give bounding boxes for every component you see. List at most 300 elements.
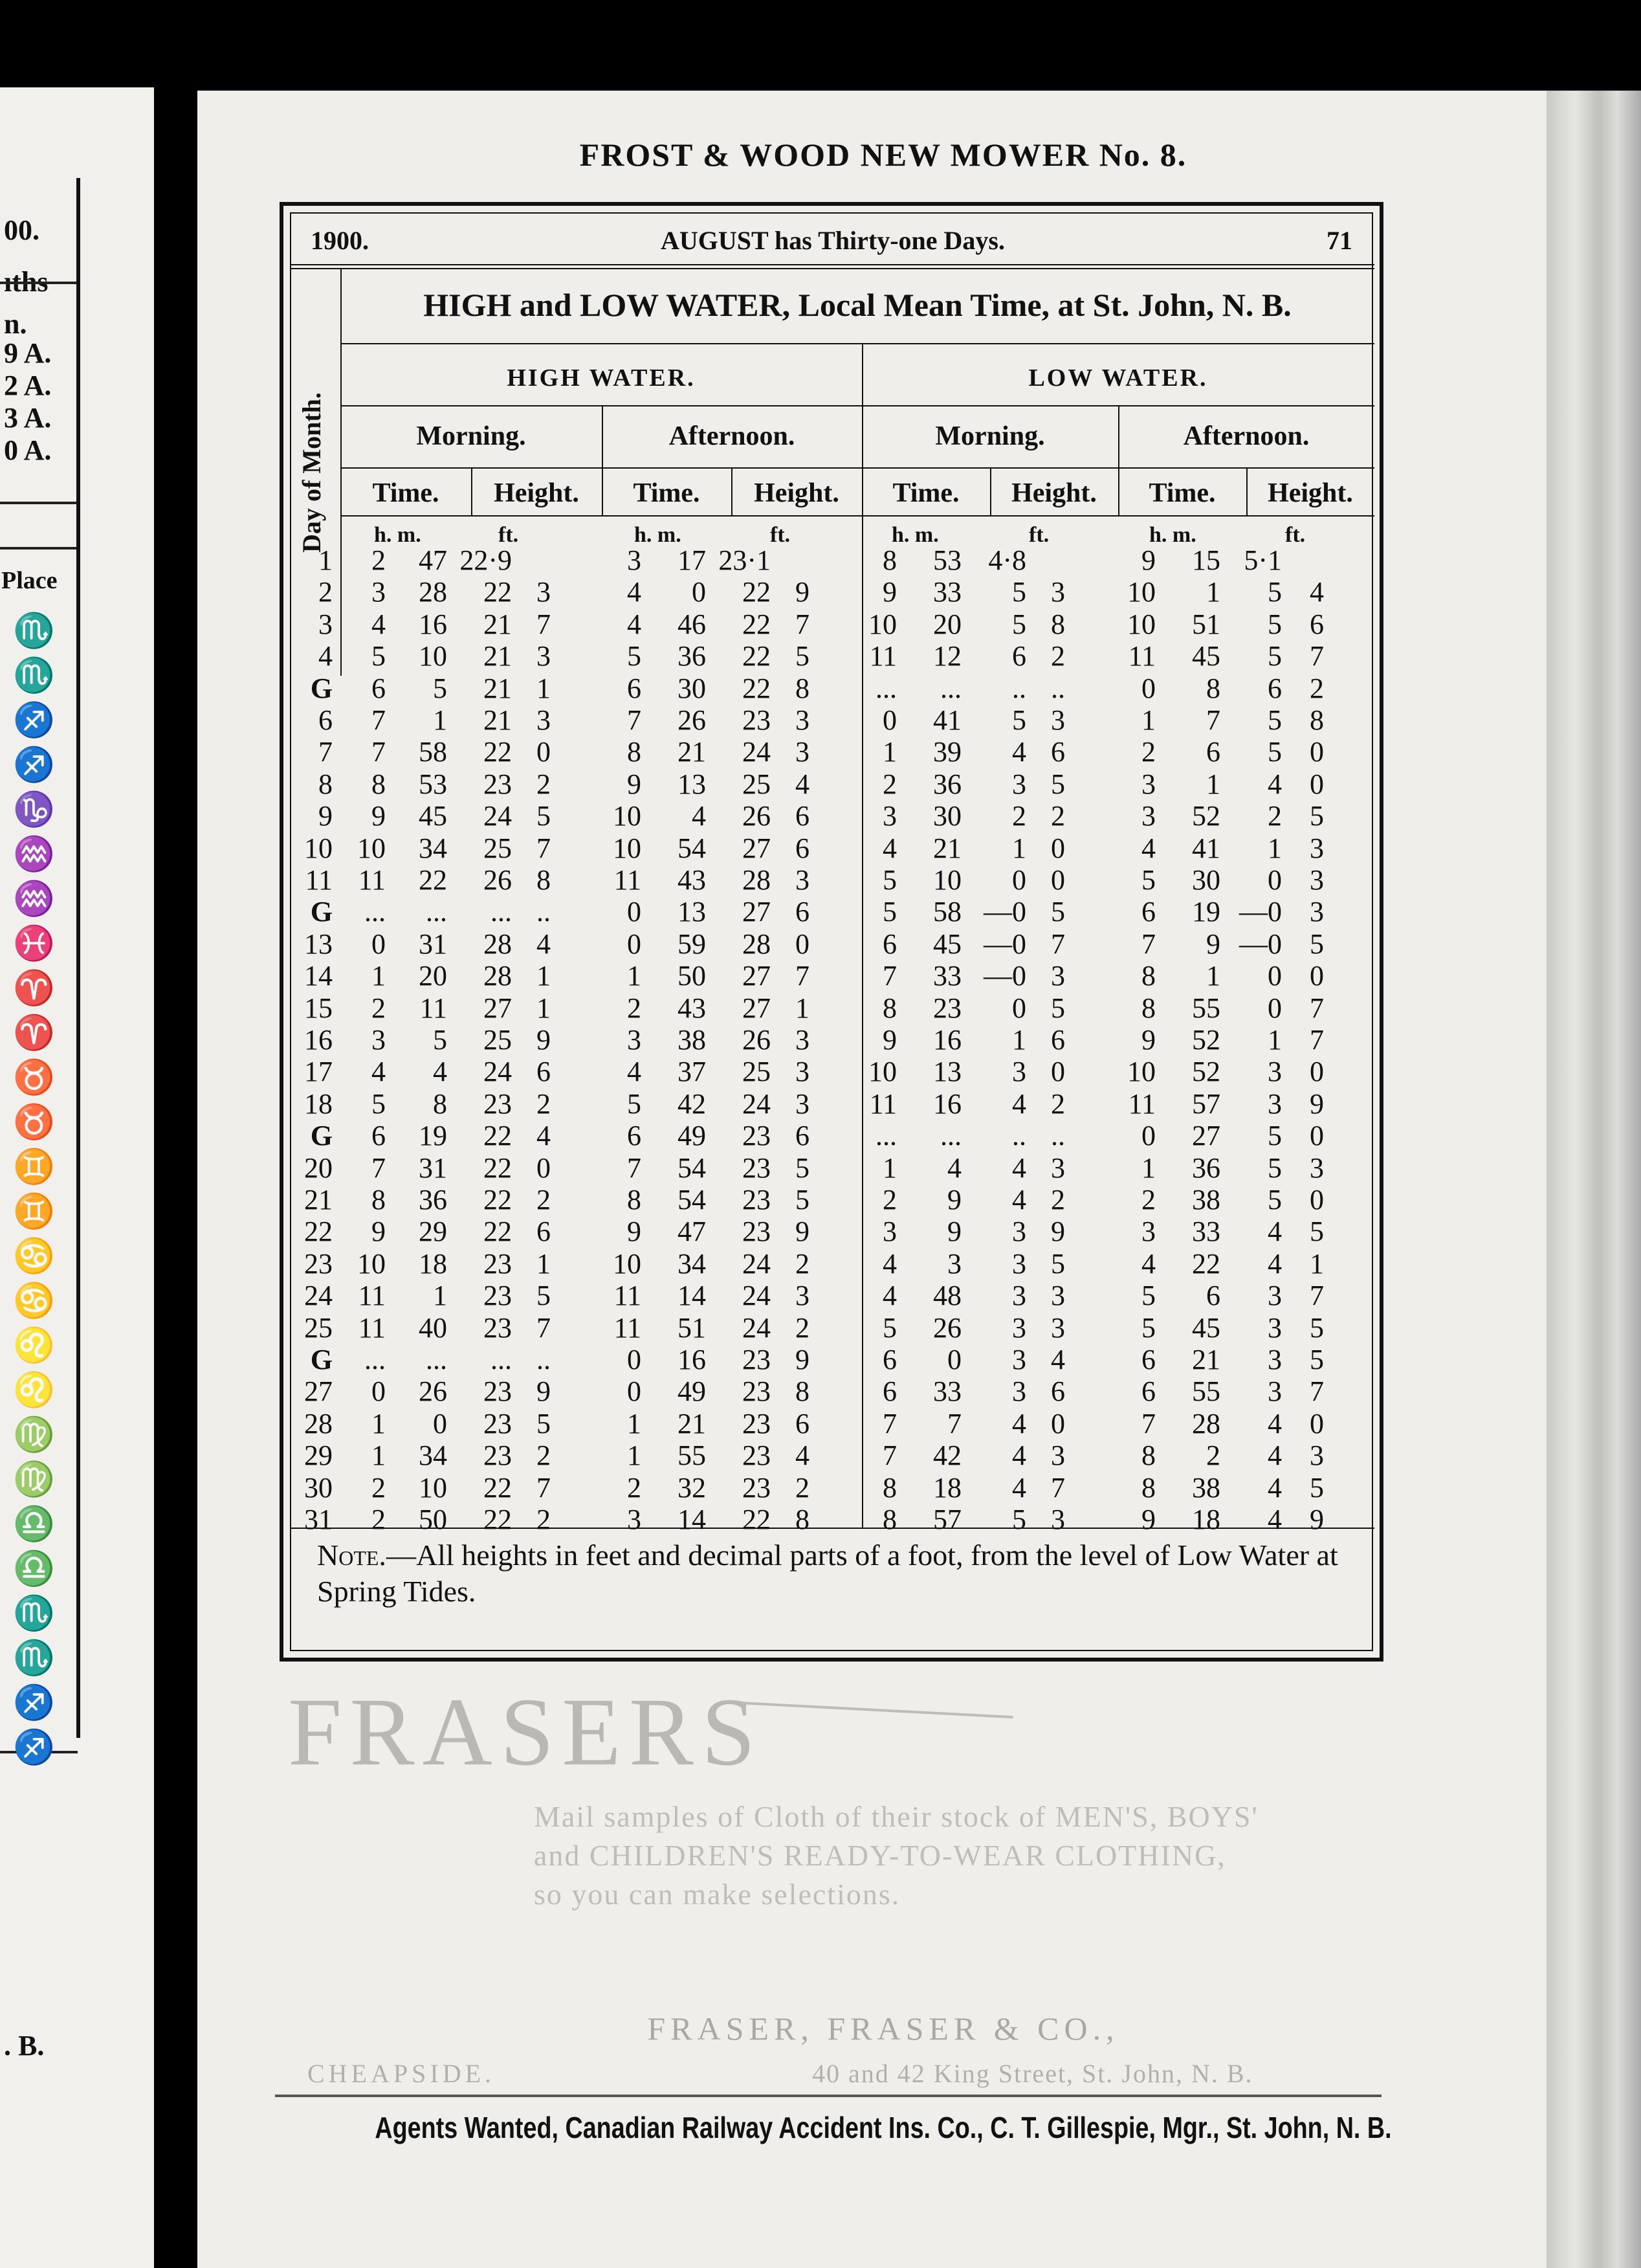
zodiac-sign-icon: ♊: [13, 1194, 55, 1230]
cell-lw-pm-m: 30: [1192, 864, 1220, 896]
cell-lw-am-m: 26: [933, 1311, 962, 1344]
cell-hw-pm-h: 7: [627, 1151, 641, 1184]
cell-lw-am-m: 57: [933, 1504, 962, 1535]
cell-hw-pm-h: 9: [627, 1216, 641, 1248]
cell-lw-am-tenths: 2: [1051, 640, 1065, 673]
cell-hw-am-h: 2: [371, 1471, 386, 1504]
lw-am-height-heading: Height.: [1011, 478, 1097, 508]
zodiac-sign-icon: ♌: [13, 1372, 55, 1409]
cell-hw-am-m: 40: [419, 1311, 447, 1344]
cell-hw-pm-ft: 26: [742, 800, 771, 832]
cell-lw-am-ft: 1: [1012, 832, 1026, 864]
cell-hw-pm-ft: 22: [742, 608, 771, 640]
cell-lw-pm-tenths: 6: [1310, 608, 1324, 640]
year-label: 1900.: [311, 226, 369, 255]
left-page-fragment: . B.: [4, 2030, 45, 2062]
cell-lw-pm-ft: 2: [1268, 800, 1282, 832]
cell-hw-am-h: 4: [371, 608, 386, 640]
cell-lw-pm-h: 9: [1141, 1024, 1156, 1056]
cell-lw-pm-tenths: 5: [1310, 1311, 1324, 1344]
cell-lw-am-ft: 4: [1012, 736, 1026, 768]
cell-hw-am-h: 7: [371, 1151, 386, 1184]
cell-hw-pm-ft: 24: [742, 1087, 771, 1120]
cell-hw-am-tenths: 6: [536, 1056, 551, 1088]
cell-hw-am-ft: ...: [490, 896, 512, 928]
cell-lw-pm-tenths: 3: [1310, 864, 1324, 896]
cell-day: 13: [304, 928, 333, 960]
cell-lw-pm-tenths: 3: [1310, 832, 1324, 864]
cell-lw-pm-h: 8: [1141, 960, 1156, 992]
cell-lw-am-m: 42: [933, 1440, 962, 1472]
cell-lw-pm-ft: 5: [1268, 576, 1282, 608]
cell-hw-pm-h: 6: [627, 672, 641, 704]
left-page-fragment: 3 A.: [4, 402, 52, 434]
cell-lw-am-tenths: 6: [1051, 1375, 1065, 1408]
cell-hw-am-h: 5: [371, 1087, 386, 1120]
cell-hw-pm-ft: 27: [742, 832, 771, 864]
cell-lw-am-h: 10: [868, 608, 897, 640]
ad-location-right: 40 and 42 King Street, St. John, N. B.: [812, 2059, 1253, 2088]
cell-lw-pm-m: 38: [1192, 1184, 1220, 1216]
unit-ft: ft.: [498, 523, 519, 547]
cell-day: 11: [305, 864, 333, 896]
cell-hw-am-tenths: 9: [536, 1375, 551, 1408]
low-water-heading: LOW WATER.: [1028, 364, 1208, 392]
zodiac-sign-icon: ♓: [13, 926, 55, 962]
cell-lw-pm-tenths: 9: [1310, 1087, 1324, 1120]
cell-lw-pm-h: 8: [1141, 1471, 1156, 1504]
cell-hw-am-m: 10: [419, 1471, 447, 1504]
cell-hw-pm-h: 0: [627, 1375, 641, 1408]
cell-lw-pm-ft: 3: [1268, 1087, 1282, 1120]
cell-lw-pm-tenths: 5: [1310, 1344, 1324, 1375]
cell-lw-am-h: 8: [883, 544, 897, 576]
cell-lw-pm-h: 9: [1141, 544, 1156, 576]
cell-lw-pm-m: 1: [1206, 960, 1220, 992]
cell-lw-pm-h: 5: [1141, 864, 1156, 896]
cell-hw-am-tenths: 3: [536, 640, 551, 673]
cell-day: G: [310, 1344, 333, 1375]
cell-hw-am-m: 8: [433, 1087, 447, 1120]
cell-hw-am-ft: 21: [483, 608, 512, 640]
cell-lw-am-ft: —0: [984, 960, 1026, 992]
cell-lw-pm-tenths: 5: [1310, 928, 1324, 960]
cell-hw-am-tenths: 1: [536, 672, 551, 704]
cell-hw-am-m: 20: [419, 960, 447, 992]
cell-lw-am-m: 10: [933, 864, 962, 896]
lw-am-time-heading: Time.: [892, 478, 960, 508]
cell-hw-am-tenths: 1: [536, 992, 551, 1024]
cell-hw-pm-tenths: 3: [795, 1087, 809, 1120]
cell-lw-am-ft: 5: [1012, 608, 1026, 640]
cell-lw-am-ft: 0: [1012, 992, 1026, 1024]
cell-hw-am-tenths: ..: [536, 896, 551, 928]
cell-hw-pm-ft: 27: [742, 992, 771, 1024]
hw-am-height-heading: Height.: [494, 478, 579, 508]
left-page-fragment: 9 A.: [4, 337, 52, 369]
footer-advert: Agents Wanted, Canadian Railway Accident Ins. Co., C. T. Gillespie, Mgr., St. John, N. B.: [375, 2111, 1392, 2144]
lw-morning-heading: Morning.: [935, 421, 1045, 451]
cell-hw-pm-tenths: 3: [795, 704, 809, 736]
cell-hw-pm-ft: 22: [742, 640, 771, 673]
unit-ft: ft.: [1285, 523, 1306, 547]
zodiac-sign-icon: ♒: [13, 836, 55, 873]
cell-day: 15: [304, 992, 333, 1024]
cell-hw-am-tenths: 5: [536, 800, 551, 832]
zodiac-sign-icon: ♋: [13, 1283, 55, 1320]
cell-hw-pm-ft: 23: [742, 1216, 771, 1248]
cell-lw-pm-h: 3: [1141, 1216, 1156, 1248]
left-page-fragment: 00.: [4, 214, 39, 246]
cell-lw-am-ft: 3: [1012, 1216, 1026, 1248]
cell-lw-am-h: 5: [883, 1311, 897, 1344]
cell-lw-am-ft: 3: [1012, 1344, 1026, 1375]
cell-lw-pm-tenths: 9: [1310, 1504, 1324, 1535]
cell-lw-pm-tenths: 3: [1310, 896, 1324, 928]
cell-lw-am-tenths: 0: [1051, 832, 1065, 864]
cell-lw-am-m: 33: [933, 576, 962, 608]
cell-lw-am-m: 45: [933, 928, 962, 960]
cell-hw-am-m: 34: [419, 1440, 447, 1472]
cell-hw-am-h: 9: [371, 800, 386, 832]
cell-hw-am-tenths: 2: [536, 1504, 551, 1535]
cell-lw-pm-tenths: 1: [1310, 1247, 1324, 1280]
zodiac-sign-icon: ♎: [13, 1551, 55, 1588]
cell-hw-pm-tenths: 6: [795, 1120, 809, 1152]
cell-hw-am-h: 0: [371, 928, 386, 960]
cell-hw-pm-m: 51: [677, 1311, 706, 1344]
cell-hw-am-ft: 22: [483, 1504, 512, 1535]
cell-hw-pm-m: 26: [677, 704, 706, 736]
cell-lw-pm-m: 22: [1192, 1247, 1220, 1280]
cell-lw-am-tenths: 2: [1051, 1184, 1065, 1216]
cell-lw-pm-ft: 6: [1268, 672, 1282, 704]
col-divider: [990, 467, 991, 515]
zodiac-sign-icon: ♐: [13, 1685, 55, 1722]
cell-lw-am-h: 5: [883, 896, 897, 928]
cell-hw-am-m: 22: [419, 864, 447, 896]
cell-lw-pm-ft: 0: [1268, 960, 1282, 992]
day-of-month-label: Day of Month.: [297, 392, 326, 553]
cell-lw-am-h: 7: [883, 1407, 897, 1440]
cell-lw-am-m: 3: [947, 1247, 962, 1280]
cell-hw-pm-tenths: 3: [795, 1056, 809, 1088]
subsection-rule: [340, 467, 1374, 469]
cell-lw-pm-m: 21: [1192, 1344, 1220, 1375]
cell-lw-pm-ft: 5: [1268, 736, 1282, 768]
cell-lw-am-tenths: 5: [1051, 992, 1065, 1024]
cell-lw-pm-h: 2: [1141, 1184, 1156, 1216]
cell-hw-pm-h: 1: [627, 960, 641, 992]
cell-hw-am-h: 1: [371, 1407, 386, 1440]
cell-lw-pm-m: 55: [1192, 992, 1220, 1024]
cell-day: 14: [304, 960, 333, 992]
cell-hw-am-tenths: 5: [536, 1280, 551, 1312]
cell-lw-pm-m: 33: [1192, 1216, 1220, 1248]
cell-lw-pm-m: 15: [1192, 544, 1220, 576]
cell-lw-am-h: 7: [883, 960, 897, 992]
hw-pm-height-heading: Height.: [754, 478, 839, 508]
ad-location-left: CHEAPSIDE.: [307, 2059, 496, 2088]
cell-lw-am-m: 9: [947, 1184, 962, 1216]
cell-hw-pm-h: 11: [613, 1311, 641, 1344]
cell-hw-pm-m: 49: [677, 1375, 706, 1408]
cell-lw-am-tenths: 6: [1051, 1024, 1065, 1056]
lw-pm-time-heading: Time.: [1149, 478, 1216, 508]
cell-hw-am-m: 18: [419, 1247, 447, 1280]
note-lead: Note.: [317, 1539, 386, 1572]
cell-lw-am-ft: 5: [1012, 576, 1026, 608]
cell-day: 24: [304, 1280, 333, 1312]
cell-hw-pm-ft: 23: [742, 1375, 771, 1408]
facing-page-fragment: [0, 87, 154, 2268]
cell-lw-am-ft: ..: [1012, 672, 1026, 704]
left-page-rule: [0, 547, 78, 550]
cell-day: 9: [318, 800, 333, 832]
cell-hw-am-m: 50: [419, 1504, 447, 1535]
cell-hw-pm-m: 16: [677, 1344, 706, 1375]
cell-hw-am-h: 10: [357, 1247, 386, 1280]
cell-lw-am-h: 9: [883, 1024, 897, 1056]
cell-hw-am-m: 47: [419, 544, 447, 576]
cell-hw-pm-ft: 26: [742, 1024, 771, 1056]
zodiac-sign-icon: ♏: [13, 1595, 55, 1632]
zodiac-sign-icon: ♈: [13, 970, 55, 1007]
unit-hm: h. m.: [1149, 523, 1196, 547]
cell-hw-pm-tenths: 9: [795, 1344, 809, 1375]
cell-lw-am-h: 8: [883, 992, 897, 1024]
cell-lw-am-m: 7: [947, 1407, 962, 1440]
cell-lw-pm-h: 0: [1141, 672, 1156, 704]
cell-day: 10: [304, 832, 333, 864]
cell-lw-pm-h: 8: [1141, 992, 1156, 1024]
cell-lw-pm-tenths: 7: [1310, 1024, 1324, 1056]
zodiac-sign-icon: ♐: [13, 702, 55, 739]
cell-hw-am-tenths: 3: [536, 704, 551, 736]
cell-hw-am-m: 29: [419, 1216, 447, 1248]
cell-hw-pm-tenths: 7: [795, 608, 809, 640]
cell-lw-am-ft: 3: [1012, 1311, 1026, 1344]
cell-hw-pm-h: 5: [627, 1087, 641, 1120]
cell-hw-pm-tenths: 5: [795, 640, 809, 673]
cell-hw-pm-tenths: 6: [795, 896, 809, 928]
cell-hw-am-ft: 22·9: [459, 544, 512, 576]
cell-hw-pm-m: 59: [677, 928, 706, 960]
cell-hw-pm-tenths: 5: [795, 1151, 809, 1184]
cell-lw-am-h: 3: [883, 800, 897, 832]
cell-lw-am-ft: ..: [1012, 1120, 1026, 1152]
cell-lw-am-h: 6: [883, 928, 897, 960]
cell-day: 3: [318, 608, 333, 640]
cell-lw-pm-h: 5: [1141, 1311, 1156, 1344]
cell-lw-pm-m: 2: [1206, 1440, 1220, 1472]
cell-day: 22: [304, 1216, 333, 1248]
cell-day: 29: [304, 1440, 333, 1472]
cell-hw-am-ft: 23: [483, 1311, 512, 1344]
cell-hw-am-ft: 22: [483, 1216, 512, 1248]
zodiac-sign-icon: ♋: [13, 1238, 55, 1275]
cell-lw-pm-h: 4: [1141, 832, 1156, 864]
cell-hw-am-tenths: 6: [536, 1216, 551, 1248]
zodiac-sign-icon: ♑: [13, 792, 55, 828]
cell-hw-pm-m: 34: [677, 1247, 706, 1280]
cell-hw-pm-tenths: 4: [795, 1440, 809, 1472]
cell-hw-am-ft: 21: [483, 640, 512, 673]
cell-lw-am-ft: 4: [1012, 1471, 1026, 1504]
cell-day: 20: [304, 1151, 333, 1184]
ad-brand: FRASERS: [288, 1678, 764, 1786]
cell-hw-pm-ft: 23: [742, 1440, 771, 1472]
zodiac-sign-icon: ♊: [13, 1149, 55, 1186]
cell-lw-pm-m: 9: [1206, 928, 1220, 960]
cell-hw-am-m: 4: [433, 1056, 447, 1088]
month-title: AUGUST has Thirty-one Days.: [661, 226, 1005, 255]
cell-hw-am-h: 8: [371, 1184, 386, 1216]
cell-lw-am-tenths: 3: [1051, 576, 1065, 608]
cell-lw-pm-ft: 3: [1268, 1344, 1282, 1375]
cell-lw-pm-ft: 4: [1268, 1216, 1282, 1248]
cell-hw-am-m: 16: [419, 608, 447, 640]
cell-hw-am-h: 6: [371, 1120, 386, 1152]
hw-morning-heading: Morning.: [416, 421, 526, 451]
cell-hw-pm-m: 46: [677, 608, 706, 640]
zodiac-sign-icon: ♈: [13, 1015, 55, 1052]
cell-hw-am-ft: 21: [483, 704, 512, 736]
cell-lw-pm-m: 28: [1192, 1407, 1220, 1440]
cell-hw-pm-ft: 25: [742, 768, 771, 800]
cell-lw-am-ft: —0: [984, 896, 1026, 928]
note-rule: [291, 1528, 1374, 1529]
cell-lw-am-m: 9: [947, 1216, 962, 1248]
cell-day: 6: [318, 704, 333, 736]
cell-day: 2: [318, 576, 333, 608]
cell-lw-am-h: ...: [876, 672, 897, 704]
cell-lw-am-tenths: 8: [1051, 608, 1065, 640]
cell-lw-pm-tenths: 4: [1310, 576, 1324, 608]
cell-lw-am-tenths: 3: [1051, 960, 1065, 992]
cell-lw-pm-m: 51: [1192, 608, 1220, 640]
cell-hw-pm-h: 11: [613, 864, 641, 896]
cell-lw-am-tenths: 3: [1051, 1280, 1065, 1312]
page-number: 71: [1327, 226, 1352, 255]
cell-lw-am-h: 3: [883, 1216, 897, 1248]
cell-hw-am-h: 10: [357, 832, 386, 864]
zodiac-sign-icon: ♍: [13, 1462, 55, 1498]
cell-hw-pm-tenths: 3: [795, 1280, 809, 1312]
cell-hw-pm-ft: 22: [742, 1504, 771, 1535]
cell-lw-pm-m: 1: [1206, 768, 1220, 800]
cell-lw-pm-ft: 5: [1268, 1120, 1282, 1152]
lw-afternoon-heading: Afternoon.: [1183, 421, 1310, 451]
left-page-fragment: 2 A.: [4, 370, 52, 401]
cell-lw-am-ft: 4: [1012, 1440, 1026, 1472]
cell-lw-am-h: 4: [883, 1247, 897, 1280]
cell-hw-pm-ft: 23: [742, 1471, 771, 1504]
cell-hw-am-ft: 23: [483, 1440, 512, 1472]
cell-lw-pm-m: 52: [1192, 1024, 1220, 1056]
col-divider: [1246, 467, 1248, 515]
cell-hw-am-m: 1: [433, 1280, 447, 1312]
cell-lw-pm-ft: 3: [1268, 1375, 1282, 1408]
cell-lw-am-h: 0: [883, 704, 897, 736]
cell-hw-pm-tenths: 0: [795, 928, 809, 960]
left-page-rule: [0, 502, 78, 504]
unit-ft: ft.: [770, 523, 791, 547]
cell-lw-pm-tenths: 5: [1310, 1471, 1324, 1504]
cell-lw-pm-tenths: 7: [1310, 1280, 1324, 1312]
cell-hw-am-tenths: 7: [536, 1471, 551, 1504]
cell-hw-pm-tenths: 5: [795, 1184, 809, 1216]
cell-lw-am-m: 18: [933, 1471, 962, 1504]
book-page-edge: [1547, 91, 1641, 2268]
high-water-heading: HIGH WATER.: [507, 364, 696, 392]
cell-lw-am-tenths: 0: [1051, 864, 1065, 896]
cell-lw-am-h: 9: [883, 576, 897, 608]
cell-hw-pm-tenths: 9: [795, 1216, 809, 1248]
cell-lw-am-m: ...: [940, 1120, 962, 1152]
cell-lw-pm-ft: 5: [1268, 1184, 1282, 1216]
cell-lw-am-ft: 2: [1012, 800, 1026, 832]
cell-day: 16: [304, 1024, 333, 1056]
cell-lw-pm-tenths: 7: [1310, 1375, 1324, 1408]
cell-day: 1: [318, 544, 333, 576]
cell-hw-am-ft: 24: [483, 1056, 512, 1088]
left-page-fragment: ıths: [4, 266, 49, 298]
unit-hm: h. m.: [892, 523, 939, 547]
cell-lw-am-tenths: 2: [1051, 1087, 1065, 1120]
cell-hw-am-tenths: 2: [536, 1184, 551, 1216]
cell-hw-pm-ft: 24: [742, 1311, 771, 1344]
cell-hw-am-tenths: 8: [536, 864, 551, 896]
cell-lw-am-h: 2: [883, 768, 897, 800]
cell-hw-pm-ft: 22: [742, 576, 771, 608]
left-page-fragment: 0 A.: [4, 434, 52, 466]
cell-lw-pm-m: 6: [1206, 736, 1220, 768]
cell-hw-pm-tenths: 2: [795, 1247, 809, 1280]
cell-hw-pm-m: 13: [677, 768, 706, 800]
ad-swash: [740, 1702, 1013, 1738]
cell-lw-pm-tenths: 5: [1310, 1216, 1324, 1248]
cell-lw-am-h: 8: [883, 1471, 897, 1504]
cell-hw-pm-ft: 23: [742, 1120, 771, 1152]
cell-lw-pm-tenths: 0: [1310, 1056, 1324, 1088]
cell-lw-pm-h: 1: [1141, 1151, 1156, 1184]
cell-lw-pm-ft: 5: [1268, 640, 1282, 673]
zodiac-sign-icon: ♉: [13, 1060, 55, 1096]
cell-lw-pm-h: 11: [1128, 640, 1156, 673]
left-page-border: [76, 178, 80, 1738]
ad-company: FRASER, FRASER & CO.,: [647, 2010, 1119, 2047]
cell-lw-pm-tenths: 7: [1310, 992, 1324, 1024]
zodiac-sign-icon: ♌: [13, 1328, 55, 1364]
ad-line-2: and CHILDREN'S READY-TO-WEAR CLOTHING,: [534, 1839, 1226, 1872]
cell-lw-pm-h: 8: [1141, 1440, 1156, 1472]
cell-hw-am-tenths: 4: [536, 1120, 551, 1152]
cell-lw-am-m: 58: [933, 896, 962, 928]
cell-lw-pm-ft: 3: [1268, 1056, 1282, 1088]
cell-hw-pm-ft: 24: [742, 1280, 771, 1312]
cell-lw-am-m: 16: [933, 1087, 962, 1120]
cell-lw-am-tenths: 2: [1051, 800, 1065, 832]
cell-lw-pm-tenths: 0: [1310, 1120, 1324, 1152]
cell-hw-pm-tenths: 8: [795, 1504, 809, 1535]
cell-lw-pm-h: 1: [1141, 704, 1156, 736]
cell-hw-am-ft: 28: [483, 960, 512, 992]
main-title: HIGH and LOW WATER, Local Mean Time, at St. John, N. B.: [423, 287, 1292, 323]
cell-lw-am-m: 16: [933, 1024, 962, 1056]
cell-hw-pm-h: 10: [613, 800, 641, 832]
cell-hw-pm-h: 6: [627, 1120, 641, 1152]
